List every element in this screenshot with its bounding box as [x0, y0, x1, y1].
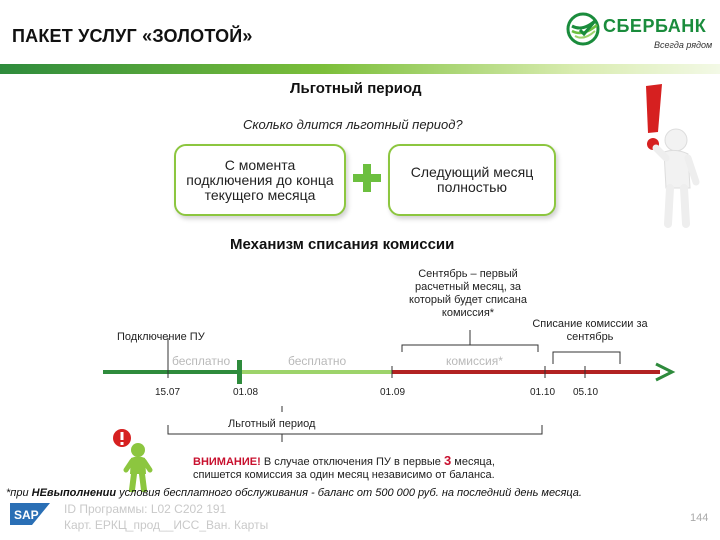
- footnote: [6, 487, 582, 499]
- warning-text-part-1: В случае отключения ПУ в первые: [260, 456, 444, 468]
- warning-text: [193, 454, 533, 482]
- footnote-prefix: *при: [6, 487, 32, 499]
- footnote-negation: НЕвыполнении: [31, 487, 117, 499]
- warning-lead: ВНИМАНИЕ!: [193, 456, 261, 468]
- grace-period-label: Льготный период: [228, 418, 316, 430]
- timeline-marker-0108: [237, 360, 242, 384]
- program-id: ID Программы: L02 C202 191: [64, 502, 227, 516]
- mechanism-heading: Механизм списания комиссии: [230, 236, 455, 253]
- september-note: Сентябрь – первый расчетный месяц, за который будет списана комиссия*: [409, 268, 527, 319]
- page-number: 144: [690, 512, 709, 524]
- date-label: 15.07: [155, 387, 181, 398]
- brand-name: СБЕРБАНК: [603, 16, 707, 36]
- grace-question: Сколько длится льготный период?: [243, 117, 463, 132]
- warning-text-part-2: месяца, спишется комиссия за один месяц независимо от баланса.: [193, 456, 495, 481]
- writeoff-bracket: [553, 352, 620, 364]
- date-label: 01.09: [380, 387, 406, 398]
- grace-period-bracket: [168, 425, 542, 434]
- september-bracket: [402, 345, 538, 352]
- brand-tagline: Всегда рядом: [654, 40, 713, 50]
- footnote-rest: условия бесплатного обслуживания - баланс от 500 000 руб. на последний день месяца.: [116, 487, 582, 499]
- warning-months: 3: [443, 453, 452, 468]
- writeoff-note: Списание комиссии за сентябрь: [532, 318, 648, 343]
- program-name: Карт. ЕРКЦ_прод__ИСС_Ван. Карты: [64, 518, 269, 532]
- date-label: 05.10: [573, 387, 599, 398]
- grace-box-current-month-text: С момента подключения до конца текущего месяца: [186, 156, 334, 203]
- sap-logo: [10, 503, 50, 525]
- warning-figure-icon: [112, 428, 156, 492]
- free-label-1: бесплатно: [172, 354, 231, 368]
- grace-box-next-month-text: Следующий месяц полностью: [410, 164, 534, 195]
- slide-title: ПАКЕТ УСЛУГ «ЗОЛОТОЙ»: [12, 26, 253, 46]
- date-label: 01.10: [530, 387, 556, 398]
- connection-label: Подключение ПУ: [117, 331, 205, 343]
- sap-logo-text: SAP: [14, 508, 39, 522]
- grace-period-heading: Льготный период: [290, 80, 422, 97]
- free-label-2: бесплатно: [288, 354, 347, 368]
- date-label: 01.08: [233, 387, 259, 398]
- fee-label: комиссия*: [446, 354, 503, 368]
